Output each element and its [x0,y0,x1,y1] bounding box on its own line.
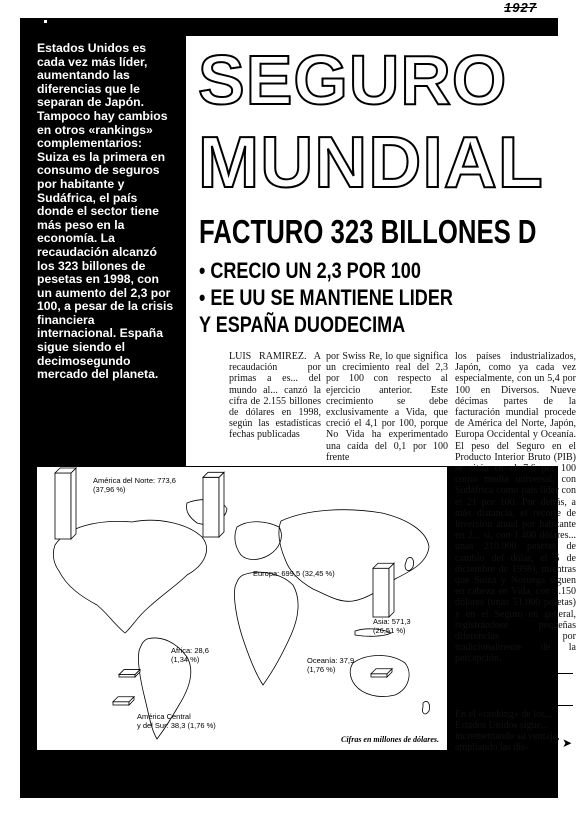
headline-line-1: SEGURO [198,41,508,119]
label-america-central-value: América Central [137,712,191,721]
continue-arrow-icon: ➤ [562,736,573,750]
asia-shape [279,510,429,602]
section-heading: Aumentan las distancias [455,673,573,704]
world-map-chart [37,467,447,750]
section-text-body: En el «ranking» de los... Estados Unidos sigue... incrementando su ventaja, ampliando las dis- [455,709,560,751]
label-asia-share: (26,51 %) [373,626,406,635]
world-map-svg [37,467,447,750]
deck-line-1: • CRECIO UN 2,3 POR 100 [199,258,421,283]
label-america-norte [93,476,176,494]
map-bar-africa [119,670,140,677]
label-africa-value: Africa: 28,6 [171,646,209,655]
sidebar-lead [37,42,175,382]
map-bar-front [55,473,71,539]
label-africa [171,646,209,664]
map-bar-europa [203,472,224,537]
label-america-central-share: y del Sur: 38,3 (1,76 %) [137,721,216,730]
map-bar-front [113,702,129,705]
africa-shape [234,572,298,685]
map-bar-side [71,468,76,539]
europe-shape [235,522,281,560]
map-bar-front [371,674,387,677]
article-column-2-text: por Swiss Re, lo que significa un crecimiento real del 2,3 por 100 con respecto al ejercicio anterior. Este crecimiento se debe exclusivamente a Vida, que creció el 4,1 por 100, porque No Vida ha experimentado una caída del 0,1 por 100 frente [326,351,448,463]
label-america-norte-value: América del Norte: 773,6 [93,476,176,485]
article-column-3-text: los países industrializados, Japón, como ya cada vez especialmente, con un 5,4 por 100 en Diversos. Nueve décimas partes de la facturación mundial procede de América del Norte, Japón, Europa Occidental y Oceanía. El peso del Seguro en el Producto Interior Bruto (PIB) se sitúa en el 7,6 por 100 como media universal, con Sudáfrica como país líder con el 21 por 100. Por detrás, a más distancia, el recorte de inversión anual por habitante en 2... sí, con 1.400 dólares... unas 210.000 pesetas de cambio del dólar, el 5 de diciembre de 1998), mientras que Suiza y Noruega siguen en cabeza en Vida, con 3.150 dólares (unas 51.000 pesetas) y en el Seguro en general, registrándose pequeñas diferencias por tradicionalmente de la percepción. [455,351,576,665]
map-bar-asia [373,563,394,617]
label-america-norte-share: (37,96 %) [93,485,126,494]
map-bar-ocean-a [371,669,392,677]
map-bar-side [389,563,394,617]
japan-shape [405,557,414,570]
map-bar-am-rica-central-y-del-sur [113,697,134,705]
deck-line-3: Y ESPAÑA DUODECIMA [199,312,406,337]
map-bar-front [373,568,389,617]
label-oceania-share: (1,76 %) [307,665,336,674]
article-column-3 [455,351,576,671]
new-zealand-shape [422,701,429,714]
label-oceania-value: Oceanía: 37,9 [307,656,355,665]
article-column-1-text: LUIS RAMIREZ. A recaudación por primas a es... del mundo al... canzó la cifra de 2.155 billones de dólares en 1998, según las estadísticas fechas publicadas [229,351,321,441]
map-source-note: Cifras en millones de dólares. [340,735,439,744]
sidebar-text: Estados Unidos es cada vez más líder, aumentando las diferencias que le separan de Japón. Tampoco hay cambios en otros «rankings» complementarios: Suiza es la primera en consumo de seguros por habitante y Sudáfrica, el país donde el sector tiene más peso en la economía. La recaudación alcanzó los 323 billones de pesetas en 1998, con un aumento del 2,3 por 100, a pesar de la crisis financiera internacional. España sigue siendo el decimosegundo mercado del planeta. [37,41,174,382]
label-america-central [137,712,216,730]
map-bar-front [203,477,219,537]
label-africa-share: (1,34 %) [171,655,200,664]
headline-line-2: MUNDIAL [198,123,544,203]
sidebar-bullet [44,20,47,23]
map-bar-side [219,472,224,537]
section-text [455,705,573,751]
label-europa-value: Europa: 699,5 (32,45 %) [253,569,335,578]
north-america-shape [53,520,206,633]
page-number: 1927 [504,0,537,15]
article-column-2 [326,351,448,467]
label-asia-value: Asia: 571,3 [373,617,411,626]
map-bar-am-rica-del-norte [55,468,76,539]
deck-line-2: • EE UU SE MANTIENE LIDER [199,285,453,310]
label-europa [253,569,335,578]
label-oceania [307,656,354,674]
article-column-1 [229,351,321,467]
label-asia [373,617,411,635]
subheadline: FACTURO 323 BILLONES D [199,213,537,250]
